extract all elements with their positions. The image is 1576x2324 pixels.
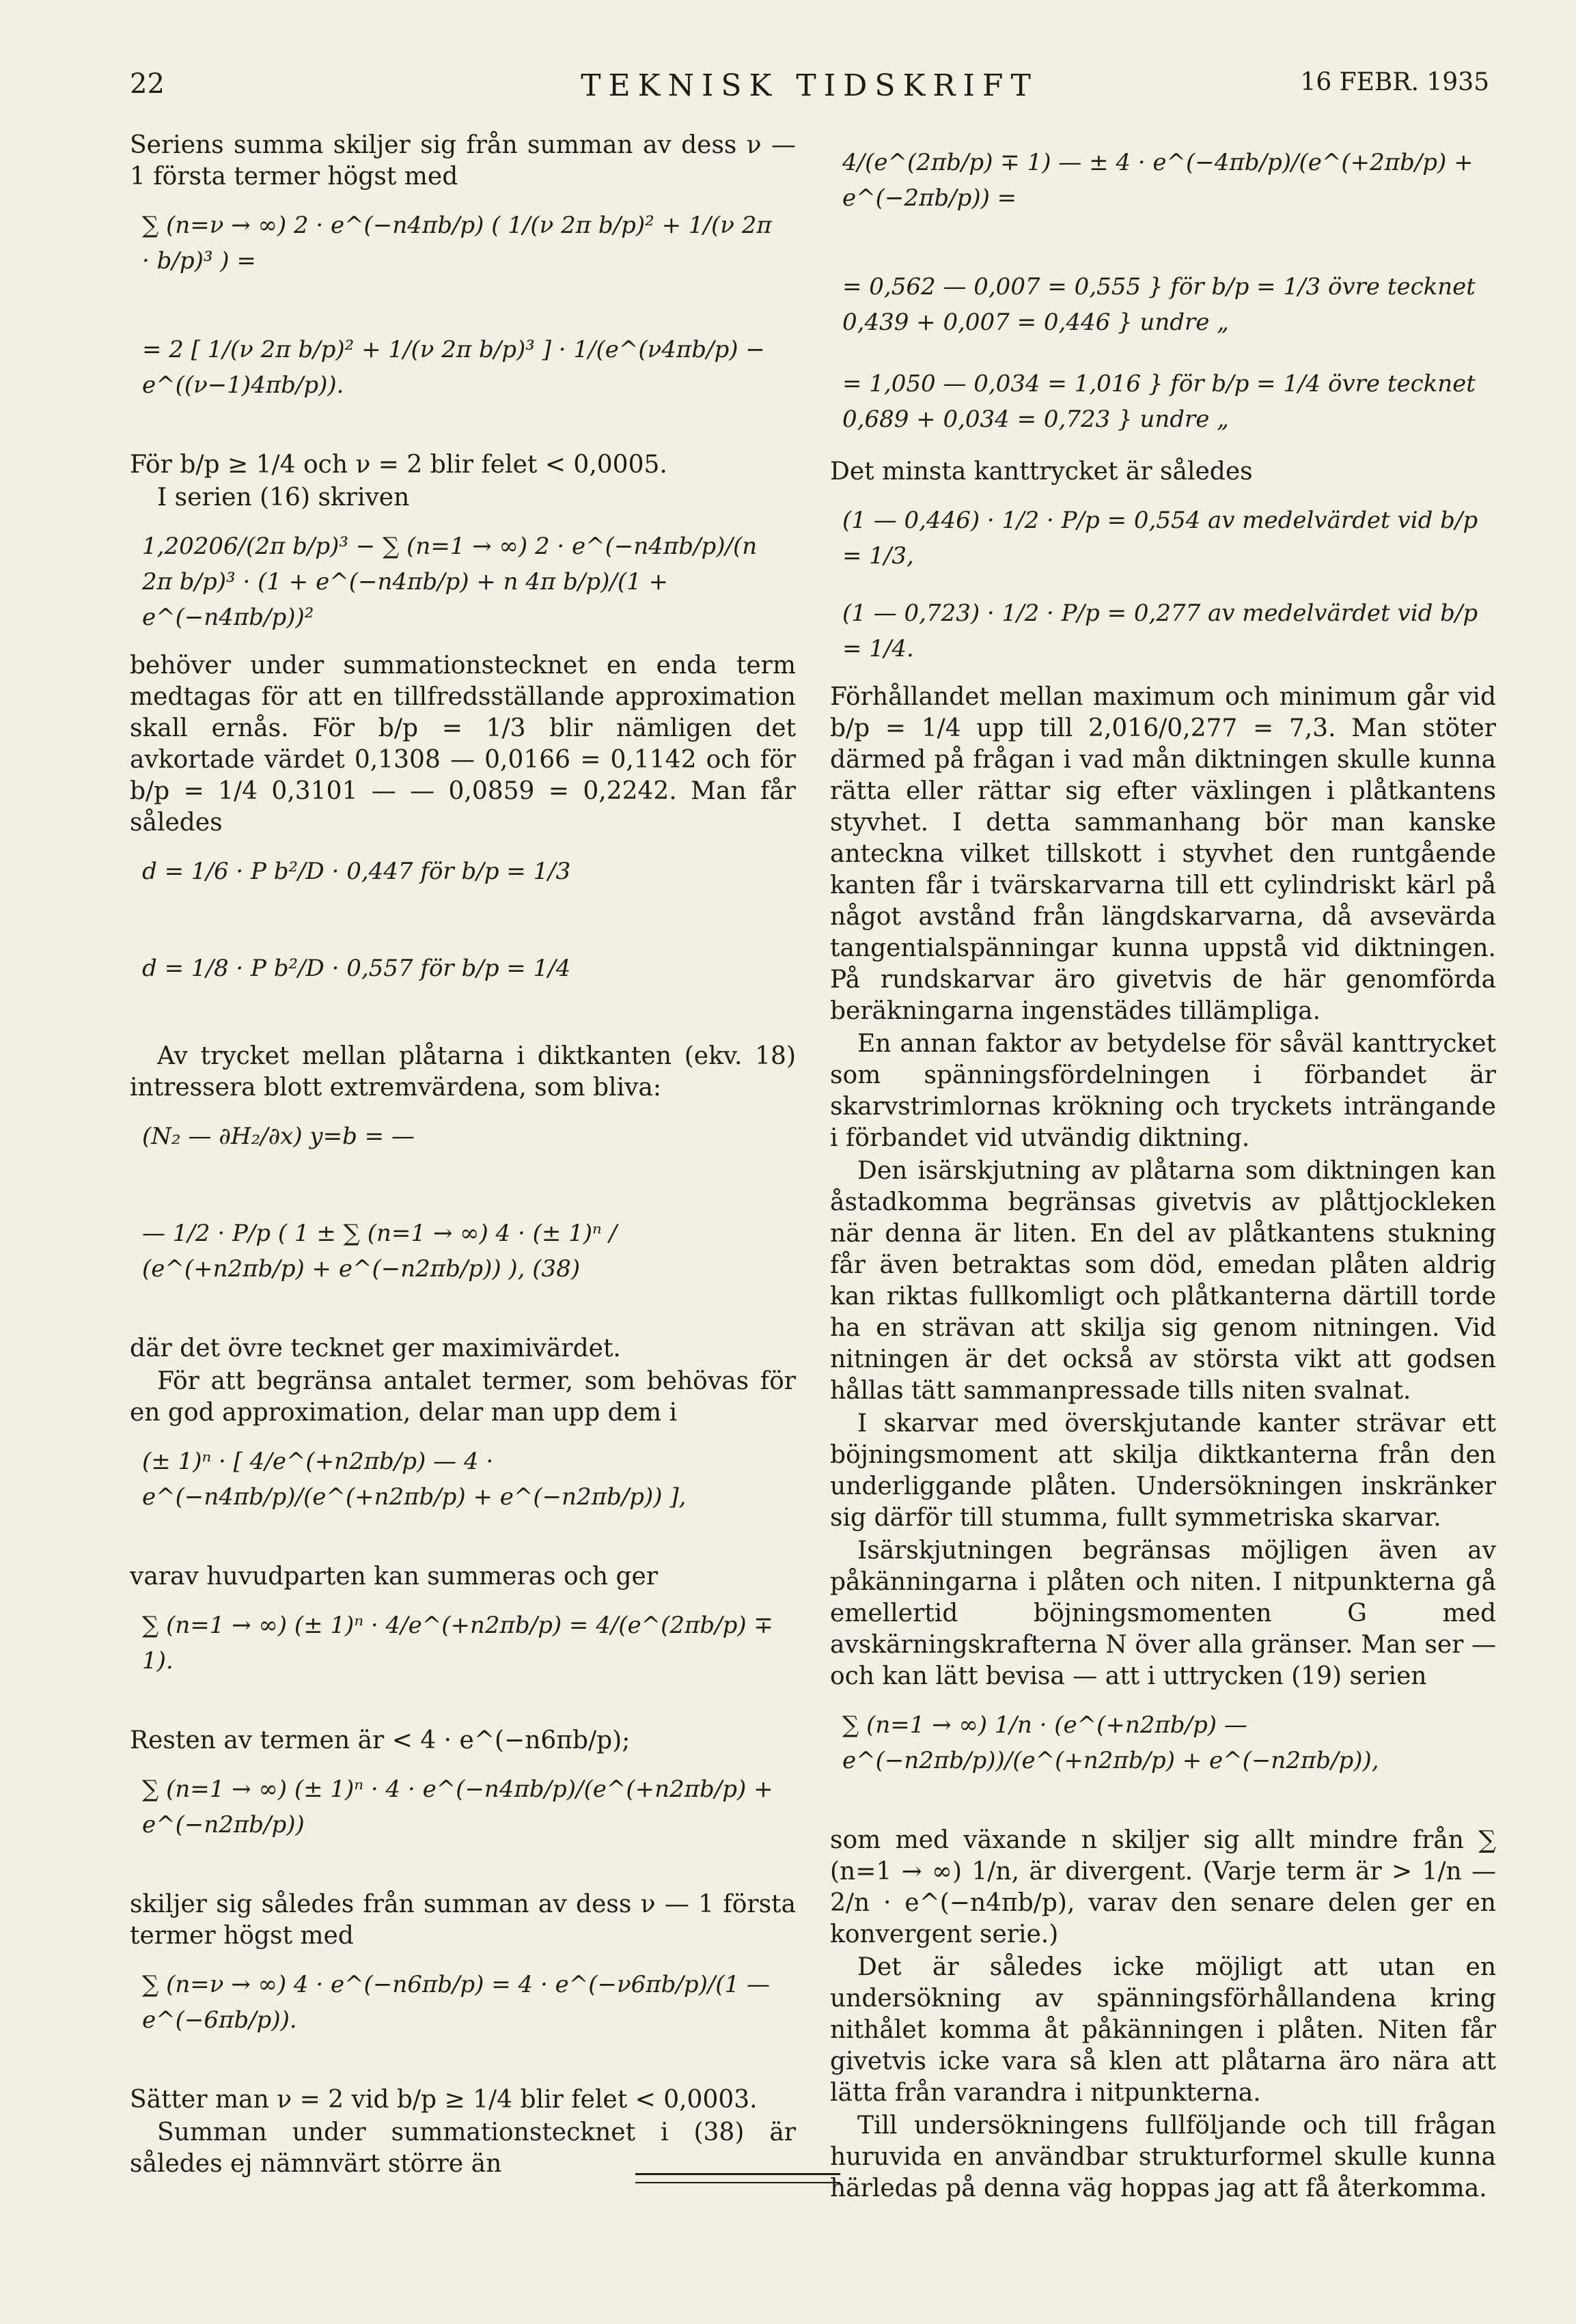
paragraph: Isärskjutningen begränsas möjligen även av påkänningarna i plåten och niten. I nitpunkterna gå emellertid böjningsmomenten G med avskärningskrafterna N över alla gränser. Man ser — och kan lätt bevisa — att i uttrycken (19) serien bbox=[830, 1537, 1496, 1690]
paragraph: Sätter man ν = 2 vid b/p ≥ 1/4 blir felet < 0,0003. bbox=[130, 2086, 758, 2114]
equation: (1 — 0,723) · 1/2 · P/p = 0,277 av medelvärdet vid b/p = 1/4. bbox=[842, 600, 1478, 662]
end-rule bbox=[635, 2173, 840, 2183]
paragraph: behöver under summationstecknet en enda term medtagas för att en tillfredsställande approximation skall ernås. För b/p = 1/3 blir nämligen det avkortade värdet 0,1308 — 0,0166 = 0,1142 och för b/p = 1/4 0,3101 — — 0,0859 = 0,2242. Man får således bbox=[130, 652, 796, 837]
equation: ∑ (n=ν → ∞) 4 · e^(−n6πb/p) = 4 · e^(−ν6πb/p)/(1 — e^(−6πb/p)). bbox=[142, 1971, 771, 2034]
equation: (± 1)ⁿ · [ 4/e^(+n2πb/p) — 4 · e^(−n4πb/p)/(e^(+n2πb/p) + e^(−n2πb/p)) ], bbox=[142, 1448, 687, 1511]
paragraph: Seriens summa skiljer sig från summan av dess ν — 1 första termer högst med bbox=[130, 131, 796, 191]
paragraph: Till undersökningens fullföljande och till frågan huruvida en användbar strukturformel skulle kunna härledas på denna väg hoppas jag att få återkomma. bbox=[830, 2112, 1496, 2202]
paragraph: Summan under summationstecknet i (38) är således ej nämnvärt större än bbox=[130, 2118, 796, 2178]
equation: 4/(e^(2πb/p) ∓ 1) — ± 4 · e^(−4πb/p)/(e^(+2πb/p) + e^(−2πb/p)) = bbox=[842, 149, 1474, 212]
paragraph: I skarvar med överskjutande kanter strävar ett böjningsmoment att skilja diktkanterna från den underliggande plåten. Undersökningen inskränker sig därför till stumma, fullt symmetriska skarvar. bbox=[830, 1410, 1496, 1532]
paragraph: Av trycket mellan plåtarna i diktkanten (ekv. 18) intressera blott extremvärdena, som bliva: bbox=[130, 1042, 796, 1102]
issue-date: 16 FEBR. 1935 bbox=[1300, 68, 1489, 96]
equation: (N₂ — ∂H₂/∂x) y=b = — bbox=[142, 1123, 415, 1150]
paragraph: Det är således icke möjligt att utan en undersökning av spänningsförhållandena kring nithålet komma åt påkänningen i plåten. Niten får givetvis icke vara så klen att plåtarna äro nära att lätta från varandra i nitpunkterna. bbox=[830, 1953, 1496, 2107]
journal-title: TEKNISK TIDSKRIFT bbox=[581, 68, 1038, 103]
paragraph: Förhållandet mellan maximum och minimum går vid b/p = 1/4 upp till 2,016/0,277 = 7,3. Man stöter därmed på frågan i vad mån diktningen skulle kunna rätta eller rättar sig efter växlingen i plåtkantens styvhet. I detta sammanhang bör man kanske anteckna vilket tillskott i styvhet den runtgående kanten får i tvärskarvarna till ett cylindriskt kärl på något avstånd från längdskarvarna, då avsevärda tangentialspänningar kunna uppstå vid diktningen. På rundskarvar äro givetvis de här genomförda beräkningarna ingenstädes tillämpliga. bbox=[830, 683, 1496, 1025]
paragraph: skiljer sig således från summan av dess ν — 1 första termer högst med bbox=[130, 1890, 796, 1950]
left-column bbox=[130, 130, 796, 2181]
paragraph: För b/p ≥ 1/4 och ν = 2 blir felet < 0,0005. bbox=[130, 451, 667, 479]
equation: = 2 [ 1/(ν 2π b/p)² + 1/(ν 2π b/p)³ ] · 1/(e^(ν4πb/p) − e^((ν−1)4πb/p)). bbox=[142, 336, 765, 399]
equation: = 0,562 — 0,007 = 0,555 } för b/p = 1/3 övre tecknet 0,439 + 0,007 = 0,446 } undre „ bbox=[842, 273, 1476, 336]
equation: ∑ (n=1 → ∞) 1/n · (e^(+n2πb/p) — e^(−n2πb/p))/(e^(+n2πb/p) + e^(−n2πb/p)), bbox=[842, 1711, 1379, 1774]
right-column bbox=[830, 130, 1496, 2206]
paragraph: En annan faktor av betydelse för såväl kanttrycket som spänningsfördelningen i förbandet är skarvstrimlornas krökning och tryckets inträngande i förbandet vid utvändig diktning. bbox=[830, 1030, 1496, 1152]
paragraph: som med växande n skiljer sig allt mindre från ∑ (n=1 → ∞) 1/n, är divergent. (Varje term är > 1/n — 2/n · e^(−n4πb/p), varav den senare delen ger en konvergent serie.) bbox=[830, 1826, 1496, 1948]
paragraph: där det övre tecknet ger maximivärdet. bbox=[130, 1334, 621, 1362]
equation: d = 1/8 · P b²/D · 0,557 för b/p = 1/4 bbox=[142, 955, 571, 982]
page-number: 22 bbox=[130, 68, 165, 100]
equation: — 1/2 · P/p ( 1 ± ∑ (n=1 → ∞) 4 · (± 1)ⁿ / (e^(+n2πb/p) + e^(−n2πb/p)) ), (38) bbox=[142, 1220, 618, 1283]
paragraph: varav huvudparten kan summeras och ger bbox=[130, 1563, 659, 1591]
equation: d = 1/6 · P b²/D · 0,447 för b/p = 1/3 bbox=[142, 858, 571, 885]
equation: ∑ (n=1 → ∞) (± 1)ⁿ · 4/e^(+n2πb/p) = 4/(e^(2πb/p) ∓ 1). bbox=[142, 1612, 773, 1675]
equation: 1,20206/(2π b/p)³ − ∑ (n=1 → ∞) 2 · e^(−n4πb/p)/(n 2π b/p)³ · (1 + e^(−n4πb/p) + n 4π b/p)/(1 + e^(−n4πb/p))² bbox=[142, 533, 758, 631]
equation: ∑ (n=1 → ∞) (± 1)ⁿ · 4 · e^(−n4πb/p)/(e^(+n2πb/p) + e^(−n2πb/p)) bbox=[142, 1776, 773, 1838]
paragraph: Den isärskjutning av plåtarna som diktningen kan åstadkomma begränsas givetvis av plåttjockleken när denna är liten. En del av plåtkantens stukning får även betraktas som död, emedan plåten aldrig kan riktas fullkomligt och plåtkanterna därtill torde ha en strävan att skilja sig genom nitningen. Vid nitningen är det också av största vikt att godsen hållas tätt sammanpressade tills niten svalnat. bbox=[830, 1157, 1496, 1405]
paragraph: Det minsta kanttrycket är således bbox=[830, 458, 1253, 486]
paragraph: För att begränsa antalet termer, som behövas för en god approximation, delar man upp dem i bbox=[130, 1367, 796, 1427]
equation: ∑ (n=ν → ∞) 2 · e^(−n4πb/p) ( 1/(ν 2π b/p)² + 1/(ν 2π · b/p)³ ) = bbox=[142, 212, 772, 275]
equation: = 1,050 — 0,034 = 1,016 } för b/p = 1/4 övre tecknet 0,689 + 0,034 = 0,723 } undre „ bbox=[842, 370, 1476, 433]
page-header bbox=[130, 68, 1489, 116]
equation: (1 — 0,446) · 1/2 · P/p = 0,554 av medelvärdet vid b/p = 1/3, bbox=[842, 507, 1478, 570]
paragraph: I serien (16) skriven bbox=[157, 484, 410, 512]
paragraph: Resten av termen är < 4 · e^(−n6πb/p); bbox=[130, 1726, 631, 1754]
